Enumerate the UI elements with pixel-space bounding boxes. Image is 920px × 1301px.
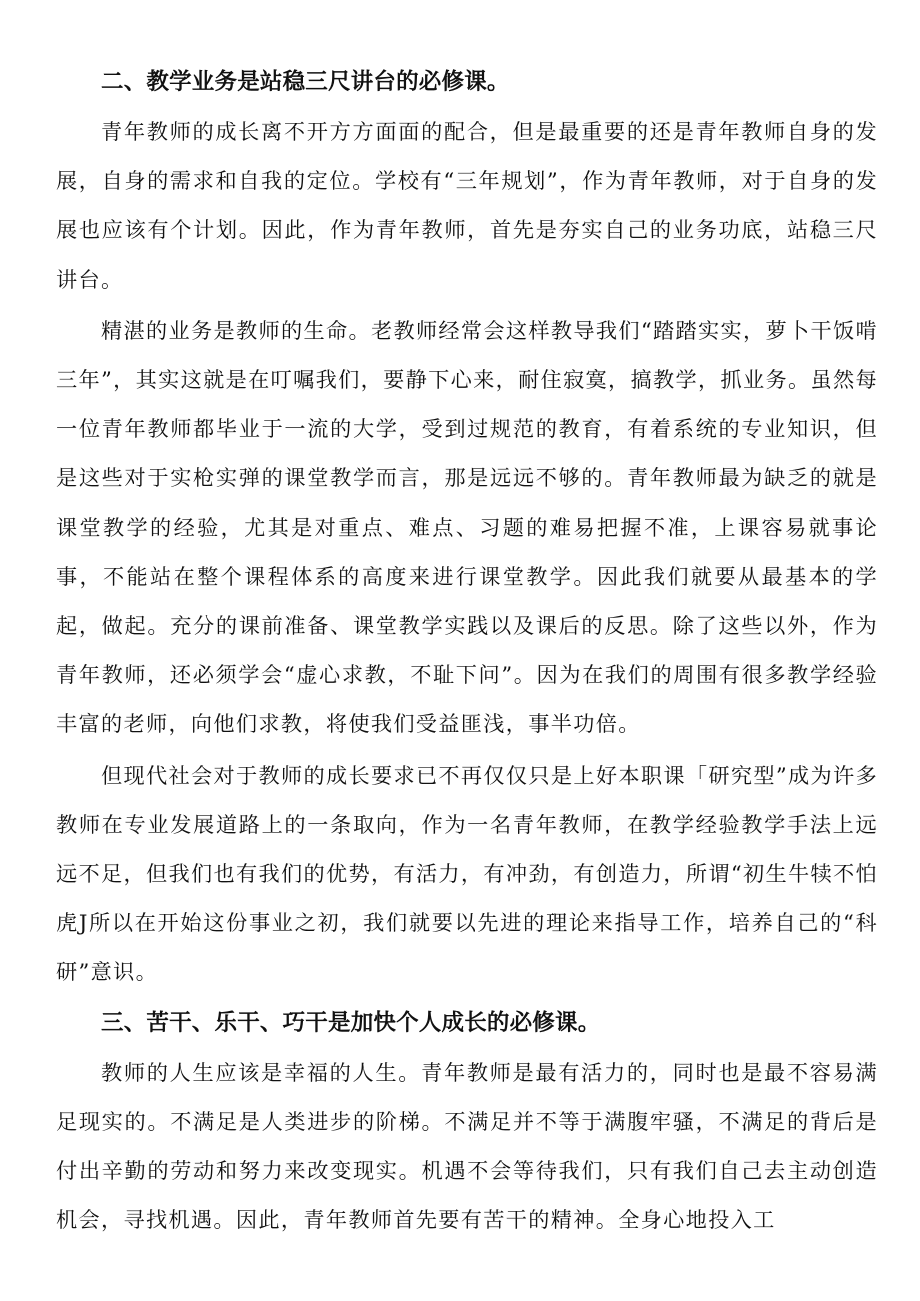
paragraph-teaching-skills: 精湛的业务是教师的生命。老教师经常会这样教导我们“踏踏实实，萝卜干饭啃三年”，其实这就是在叮嘱我们，要静下心来，耐住寂寞，搞教学，抓业务。虽然每一位青年教师都毕业于一流的大学，受到过规范的教育，有着系统的专业知识，但是这些对于实枪实弹的课堂教学而言，那是远远不够的。青年教师最为缺乏的就是课堂教学的经验，尤其是对重点、难点、习题的难易把握不准，上课容易就事论事，不能站在整个课程体系的高度来进行课堂教学。因此我们就要从最基本的学起，做起。充分的课前准备、课堂教学实践以及课后的反思。除了这些以外，作为青年教师，还必须学会“虚心求教，不耻下问”。因为在我们的周围有很多教学经验丰富的老师，向他们求教，将使我们受益匪浅，事半功倍。 (56, 317, 878, 737)
section-heading-3: 三、苦干、乐干、巧干是加快个人成长的必修课。 (101, 1009, 601, 1036)
paragraph-research-awareness: 但现代社会对于教师的成长要求已不再仅仅只是上好本职课「研究型”成为许多教师在专业发展道路上的一条取向，作为一名青年教师，在教学经验教学手法上远远不足，但我们也有我们的优势，有活力，有冲劲，有创造力，所谓“初生牛犊不怕虎J所以在开始这份事业之初，我们就要以先进的理论来指导工作，培养自己的“科研”意识。 (56, 762, 878, 985)
document-body (56, 58, 878, 1246)
paragraph-growth-plan: 青年教师的成长离不开方方面面的配合，但是最重要的还是青年教师自身的发展，自身的需求和自我的定位。学校有“三年规划”，作为青年教师，对于自身的发展也应该有个计划。因此，作为青年教师，首先是夯实自己的业务功底，站稳三尺讲台。 (56, 119, 878, 292)
paragraph-hard-work: 教师的人生应该是幸福的人生。青年教师是最有活力的，同时也是最不容易满足现实的。不满足是人类进步的阶梯。不满足并不等于满腹牢骚，不满足的背后是付出辛勤的劳动和努力来改变现实。机遇不会等待我们，只有我们自己去主动创造机会，寻找机遇。因此，青年教师首先要有苦干的精神。全身心地投入工 (56, 1059, 878, 1233)
section-heading-2: 二、教学业务是站稳三尺讲台的必修课。 (101, 69, 510, 95)
